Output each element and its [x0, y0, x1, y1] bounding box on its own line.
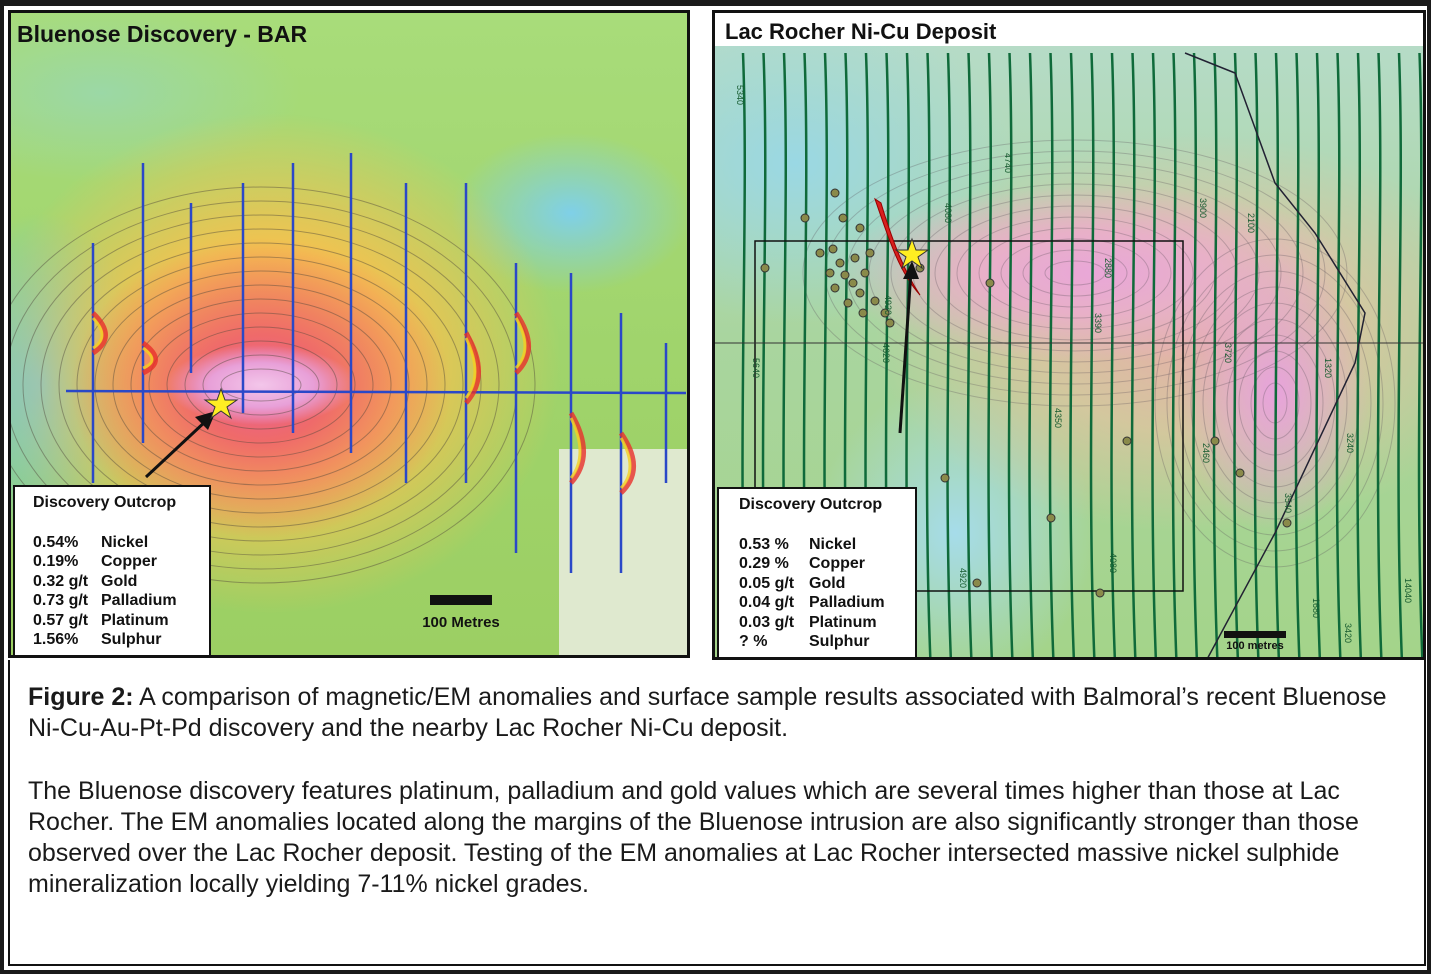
- contour-line: [95, 271, 427, 499]
- sample-location-marker: [849, 279, 857, 287]
- contour-line: [803, 140, 1347, 406]
- assay-element: Gold: [809, 574, 846, 592]
- scale-label: 100 Metres: [422, 614, 500, 631]
- sample-location-marker: [886, 319, 894, 327]
- sample-location-marker: [841, 271, 849, 279]
- lac-rocher-scale-bar: [1215, 631, 1295, 652]
- assay-value: 0.03 g/t: [739, 613, 795, 631]
- legend-row: [33, 630, 209, 650]
- sample-location-marker: [816, 249, 824, 257]
- scale-label: 100 metres: [1226, 640, 1284, 652]
- lac-rocher-map-title: Lac Rocher Ni-Cu Deposit: [725, 19, 997, 44]
- flight-line: [1296, 53, 1299, 660]
- sample-location-marker: [826, 269, 834, 277]
- sample-location-marker: [831, 284, 839, 292]
- assay-element: Sulphur: [809, 633, 870, 650]
- sample-location-marker: [866, 249, 874, 257]
- grid-label: 5640: [751, 358, 761, 379]
- figure-text: A comparison of magnetic/EM anomalies and surface sample results associated with Balmoral’s recent Bluenose Ni-Cu-Au-Pt-Pd discovery and the nearby Lac Rocher Ni-Cu deposit.: [28, 683, 1387, 742]
- sample-location-marker: [871, 297, 879, 305]
- flight-line: [1317, 53, 1320, 660]
- scale-bar-graphic: [430, 595, 492, 605]
- grid-label: 4350: [1053, 408, 1063, 429]
- sample-location-marker: [856, 289, 864, 297]
- sample-location-marker: [829, 245, 837, 253]
- contour-line: [167, 327, 355, 443]
- flight-line: [1132, 53, 1135, 660]
- sample-location-marker: [1123, 437, 1131, 445]
- sample-location-marker: [1283, 519, 1291, 527]
- assay-element: Sulphur: [101, 631, 162, 648]
- sample-location-marker: [761, 264, 769, 272]
- assay-value: 0.53 %: [739, 535, 789, 553]
- flight-line: [1153, 53, 1156, 660]
- grid-label: 3720: [1223, 343, 1233, 364]
- lac-rocher-map-panel: [712, 10, 1426, 660]
- grid-label: 3390: [1093, 313, 1103, 334]
- arrow-shaft: [146, 420, 207, 477]
- flight-line: [1358, 53, 1361, 660]
- flight-line: [1030, 53, 1033, 660]
- sample-location-marker: [836, 259, 844, 267]
- legend-heading: Discovery Outcrop: [739, 496, 883, 513]
- assay-element: Platinum: [101, 611, 169, 629]
- legend-row: [739, 574, 915, 594]
- sample-location-marker: [844, 299, 852, 307]
- assay-element: Nickel: [809, 535, 857, 553]
- contour-line: [1045, 261, 1105, 285]
- grid-label: 1320: [1323, 358, 1333, 379]
- sample-location-marker: [801, 214, 809, 222]
- contour-line: [825, 151, 1325, 395]
- flight-line: [1235, 53, 1238, 660]
- sample-location-marker: [1236, 469, 1244, 477]
- assay-value: 0.04 g/t: [739, 594, 795, 611]
- grid-label: 4080: [1108, 553, 1118, 574]
- grid-label: 3240: [1345, 433, 1355, 454]
- caption-summary: [28, 682, 1424, 744]
- legend-row: [33, 591, 209, 611]
- assay-value: ? %: [739, 633, 768, 650]
- legend-row: [33, 533, 209, 553]
- sample-location-marker: [941, 474, 949, 482]
- contour-line: [957, 217, 1193, 329]
- legend-row: [33, 572, 209, 592]
- assay-value: 0.19%: [33, 553, 79, 570]
- assay-value: 0.29 %: [739, 555, 789, 572]
- sample-location-marker: [831, 189, 839, 197]
- contour-line: [77, 257, 445, 513]
- flight-line: [1337, 53, 1340, 660]
- sample-location-marker: [856, 224, 864, 232]
- legend-row: [739, 613, 915, 633]
- caption-body: The Bluenose discovery features platinum, palladium and gold values which are several times higher than those at Lac Rocher. The EM anomalies located along the margins of the Bluenose intrusion are also significantly stronger than those observed over the Lac Rocher deposit. Testing of the EM anomalies at Lac Rocher intersected massive nickel sulphide mineralization locally yielding 7-11% nickel grades.: [28, 777, 1359, 898]
- flight-line: [1214, 53, 1217, 660]
- grid-label: 2880: [1103, 258, 1113, 279]
- legend-heading: Discovery Outcrop: [33, 494, 177, 511]
- grid-label: 4740: [1003, 153, 1013, 174]
- assay-value: 0.57 g/t: [33, 611, 89, 629]
- contour-line: [113, 285, 409, 485]
- assay-element: Nickel: [101, 533, 149, 551]
- flight-line: [1419, 53, 1422, 660]
- contour-line: [913, 195, 1237, 351]
- flight-line: [989, 53, 992, 660]
- grid-label: 5340: [735, 85, 745, 106]
- sample-location-marker: [986, 279, 994, 287]
- contour-line: [149, 313, 373, 457]
- flight-line: [1378, 53, 1381, 660]
- assay-element: Copper: [809, 555, 865, 572]
- legend-row: [33, 552, 209, 572]
- bluenose-map-title: Bluenose Discovery - BAR: [17, 21, 308, 47]
- assay-element: Palladium: [809, 594, 885, 611]
- legend-row: [739, 535, 915, 555]
- sample-location-marker: [1047, 514, 1055, 522]
- grid-label: 2460: [1201, 443, 1211, 464]
- figure-caption: [8, 660, 1426, 966]
- legend-row: [739, 632, 915, 652]
- flight-line: [1276, 53, 1279, 660]
- legend-row: [739, 554, 915, 574]
- grid-label: 4080: [943, 203, 953, 224]
- flight-line: [1173, 53, 1176, 660]
- bluenose-map-panel: [8, 10, 690, 658]
- scale-bar-graphic: [1224, 631, 1286, 638]
- grid-label: 14040: [1403, 578, 1413, 604]
- assay-element: Platinum: [809, 613, 877, 631]
- grid-label: 3900: [1198, 198, 1208, 219]
- flight-line: [1399, 53, 1402, 660]
- assay-value: 0.05 g/t: [739, 574, 795, 592]
- grid-label: 4620: [881, 343, 891, 364]
- legend-row: [739, 593, 915, 613]
- assay-element: Palladium: [101, 592, 177, 609]
- grid-label: 1680: [1311, 598, 1321, 619]
- flight-line: [948, 53, 951, 660]
- grid-label: 3540: [1283, 493, 1293, 514]
- grid-label: 4920: [958, 568, 968, 589]
- assay-element: Copper: [101, 553, 157, 570]
- sample-location-marker: [851, 254, 859, 262]
- bluenose-scale-bar: [411, 595, 511, 631]
- assay-value: 1.56%: [33, 631, 79, 648]
- bluenose-legend: [13, 485, 211, 657]
- sample-location-marker: [973, 579, 981, 587]
- flight-line: [1194, 53, 1197, 660]
- lac-rocher-legend: [717, 487, 917, 659]
- grid-label: 2100: [1246, 213, 1256, 234]
- flight-line: [1071, 53, 1074, 660]
- sample-location-marker: [1096, 589, 1104, 597]
- assay-value: 0.73 g/t: [33, 592, 89, 609]
- grid-label: 4920: [883, 295, 893, 316]
- assay-value: 0.32 g/t: [33, 572, 89, 590]
- contour-line: [221, 369, 301, 401]
- flight-line: [1091, 53, 1094, 660]
- figure-label: Figure 2:: [28, 683, 134, 711]
- flight-line: [927, 53, 930, 660]
- assay-value: 0.54%: [33, 533, 79, 551]
- legend-row: [33, 611, 209, 631]
- sample-location-marker: [1211, 437, 1219, 445]
- sample-location-marker: [861, 269, 869, 277]
- em-baseline: [66, 391, 686, 393]
- flight-line: [1050, 53, 1053, 660]
- sample-location-marker: [859, 309, 867, 317]
- sample-location-marker: [839, 214, 847, 222]
- assay-element: Gold: [101, 572, 138, 590]
- grid-label: 3420: [1343, 623, 1353, 644]
